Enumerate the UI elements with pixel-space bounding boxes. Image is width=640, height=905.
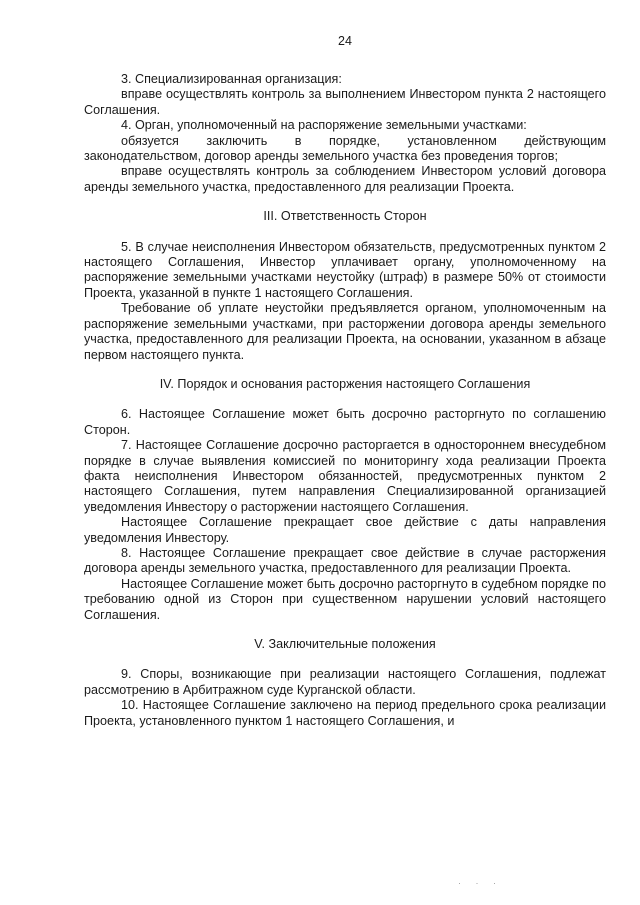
paragraph-8-court: Настоящее Соглашение может быть досрочно расторгнуто в судебном порядке по требованию одной из Сторон при существенном нарушении условий настоящего Соглашения. [84, 576, 606, 622]
paragraph-9: 9. Споры, возникающие при реализации настоящего Соглашения, подлежат рассмотрению в Арбитражном суде Курганской области. [84, 667, 606, 697]
paragraph-4-obligation: обязуется заключить в порядке, установленном действующим законодательством, договор аренды земельного участка без проведения торгов; [84, 133, 606, 164]
document-body [84, 72, 606, 729]
paragraph-7: 7. Настоящее Соглашение досрочно расторгается в одностороннем внесудебном порядке в случае выявления комиссией по мониторингу хода реализации Проекта факта неисполнения Инвестором обязанностей, предусмотренных пунктом 2 настоящего Соглашения, путем направления Специализированной организацией уведомления Инвестору о расторжении настоящего Соглашения. [84, 438, 606, 514]
paragraph-3-header: 3. Специализированная организация: [121, 72, 342, 86]
section-heading-4: IV. Порядок и основания расторжения настоящего Соглашения [159, 376, 531, 391]
scan-dots: · · · [458, 878, 502, 888]
paragraph-4-header: 4. Орган, уполномоченный на распоряжение земельными участками: [121, 118, 527, 133]
paragraph-10: 10. Настоящее Соглашение заключено на период предельного срока реализации Проекта, установленного пунктом 1 настоящего Соглашения, и [84, 698, 606, 728]
paragraph-6: 6. Настоящее Соглашение может быть досрочно расторгнуто по соглашению Сторон. [84, 407, 606, 437]
document-page [84, 0, 606, 905]
paragraph-8: 8. Настоящее Соглашение прекращает свое действие в случае расторжения договора аренды земельного участка, предоставленного для реализации Проекта. [84, 545, 606, 576]
paragraph-3-right: вправе осуществлять контроль за выполнением Инвестором пункта 2 настоящего Соглашения. [84, 87, 606, 117]
section-heading-5: V. Заключительные положения [254, 637, 436, 651]
paragraph-4-right: вправе осуществлять контроль за соблюдением Инвестором условий договора аренды земельного участка, предоставленного для реализации Проекта. [84, 164, 606, 194]
section-heading-3: III. Ответственность Сторон [263, 209, 427, 224]
paragraph-7-termination: Настоящее Соглашение прекращает свое действие с даты направления уведомления Инвестору. [84, 515, 606, 545]
paragraph-5-requirement: Требование об уплате неустойки предъявляется органом, уполномоченным на распоряжение земельными участками, при расторжении договора аренды земельного участка, предоставленного для реализации Проекта, на основании, указанном в абзаце первом настоящего пункта. [84, 301, 606, 362]
page-number: 24 [338, 34, 352, 48]
paragraph-5: 5. В случае неисполнения Инвестором обязательств, предусмотренных пунктом 2 настоящего Соглашения, Инвестор уплачивает органу, уполномоченному на распоряжение земельными участками неустойку (штраф) в размере 50% от стоимости Проекта, указанной в пункте 1 настоящего Соглашения. [84, 239, 606, 300]
